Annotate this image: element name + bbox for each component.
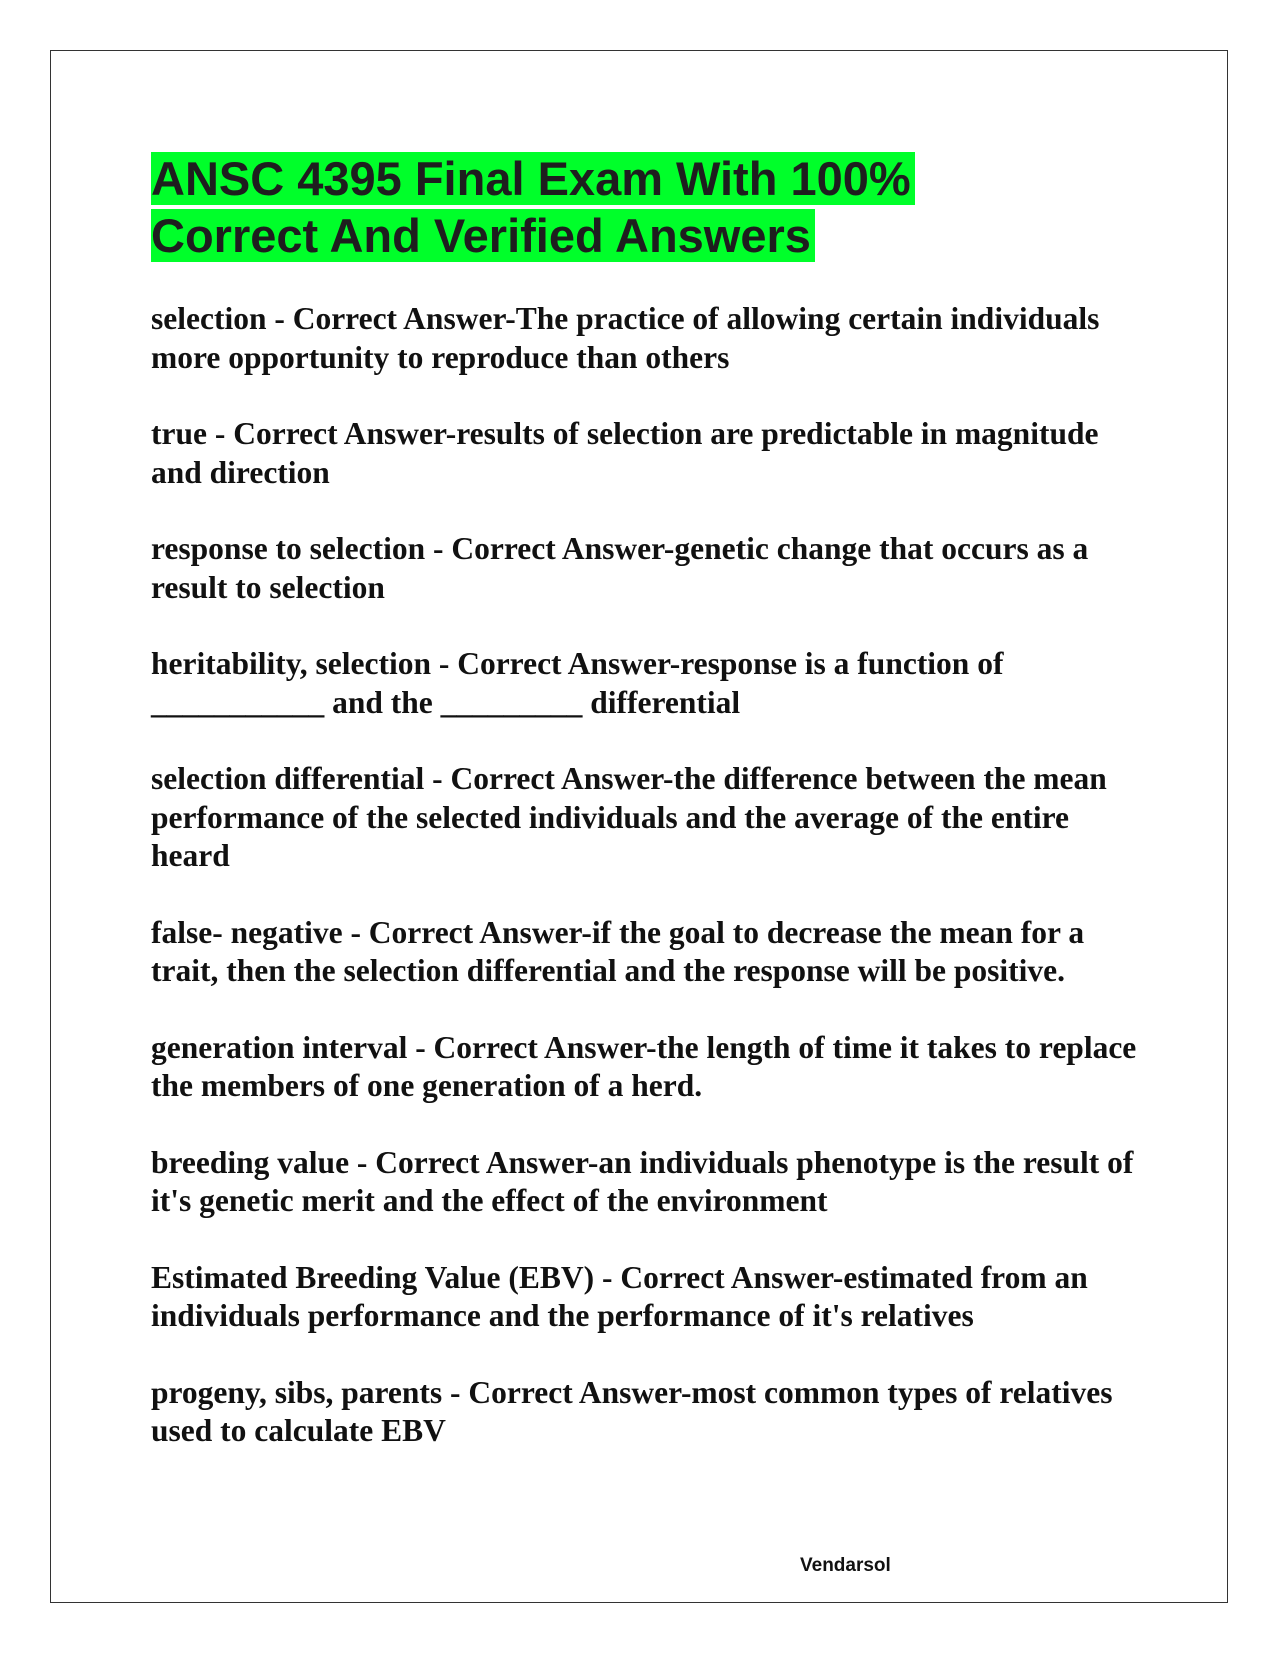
qa-item-relatives: progeny, sibs, parents - Correct Answer-most common types of relatives used to calculate EBV: [151, 1374, 1113, 1448]
qa-item-ebv: Estimated Breeding Value (EBV) - Correct Answer-estimated from an individuals performance and the performance of it's relatives: [151, 1259, 1088, 1333]
qa-item-false-negative: false- negative - Correct Answer-if the goal to decrease the mean for a trait, then the selection differential and the response will be positive.: [151, 914, 1085, 988]
document-content: [151, 150, 1141, 1489]
qa-item-response-to-selection: response to selection - Correct Answer-genetic change that occurs as a result to selection: [151, 531, 1089, 605]
qa-item-breeding-value: breeding value - Correct Answer-an individuals phenotype is the result of it's genetic merit and the effect of the environment: [151, 1144, 1134, 1218]
footer-brand: Vendarsol: [800, 1555, 891, 1576]
page-title: [151, 150, 1141, 264]
title-line-2: Correct And Verified Answers: [151, 209, 815, 262]
title-line-1: ANSC 4395 Final Exam With 100%: [151, 152, 915, 205]
qa-item-true: true - Correct Answer-results of selection are predictable in magnitude and direction: [151, 416, 1099, 490]
qa-item-selection-differential: selection differential - Correct Answer-the difference between the mean performance of the selected individuals and the average of the entire heard: [151, 761, 1107, 873]
qa-item-generation-interval: generation interval - Correct Answer-the length of time it takes to replace the members of one generation of a herd.: [151, 1029, 1137, 1103]
qa-item-selection: selection - Correct Answer-The practice of allowing certain individuals more opportunity to reproduce than others: [151, 301, 1100, 375]
qa-item-heritability: heritability, selection - Correct Answer-response is a function of ___________ and the _________ differential: [151, 646, 1004, 720]
